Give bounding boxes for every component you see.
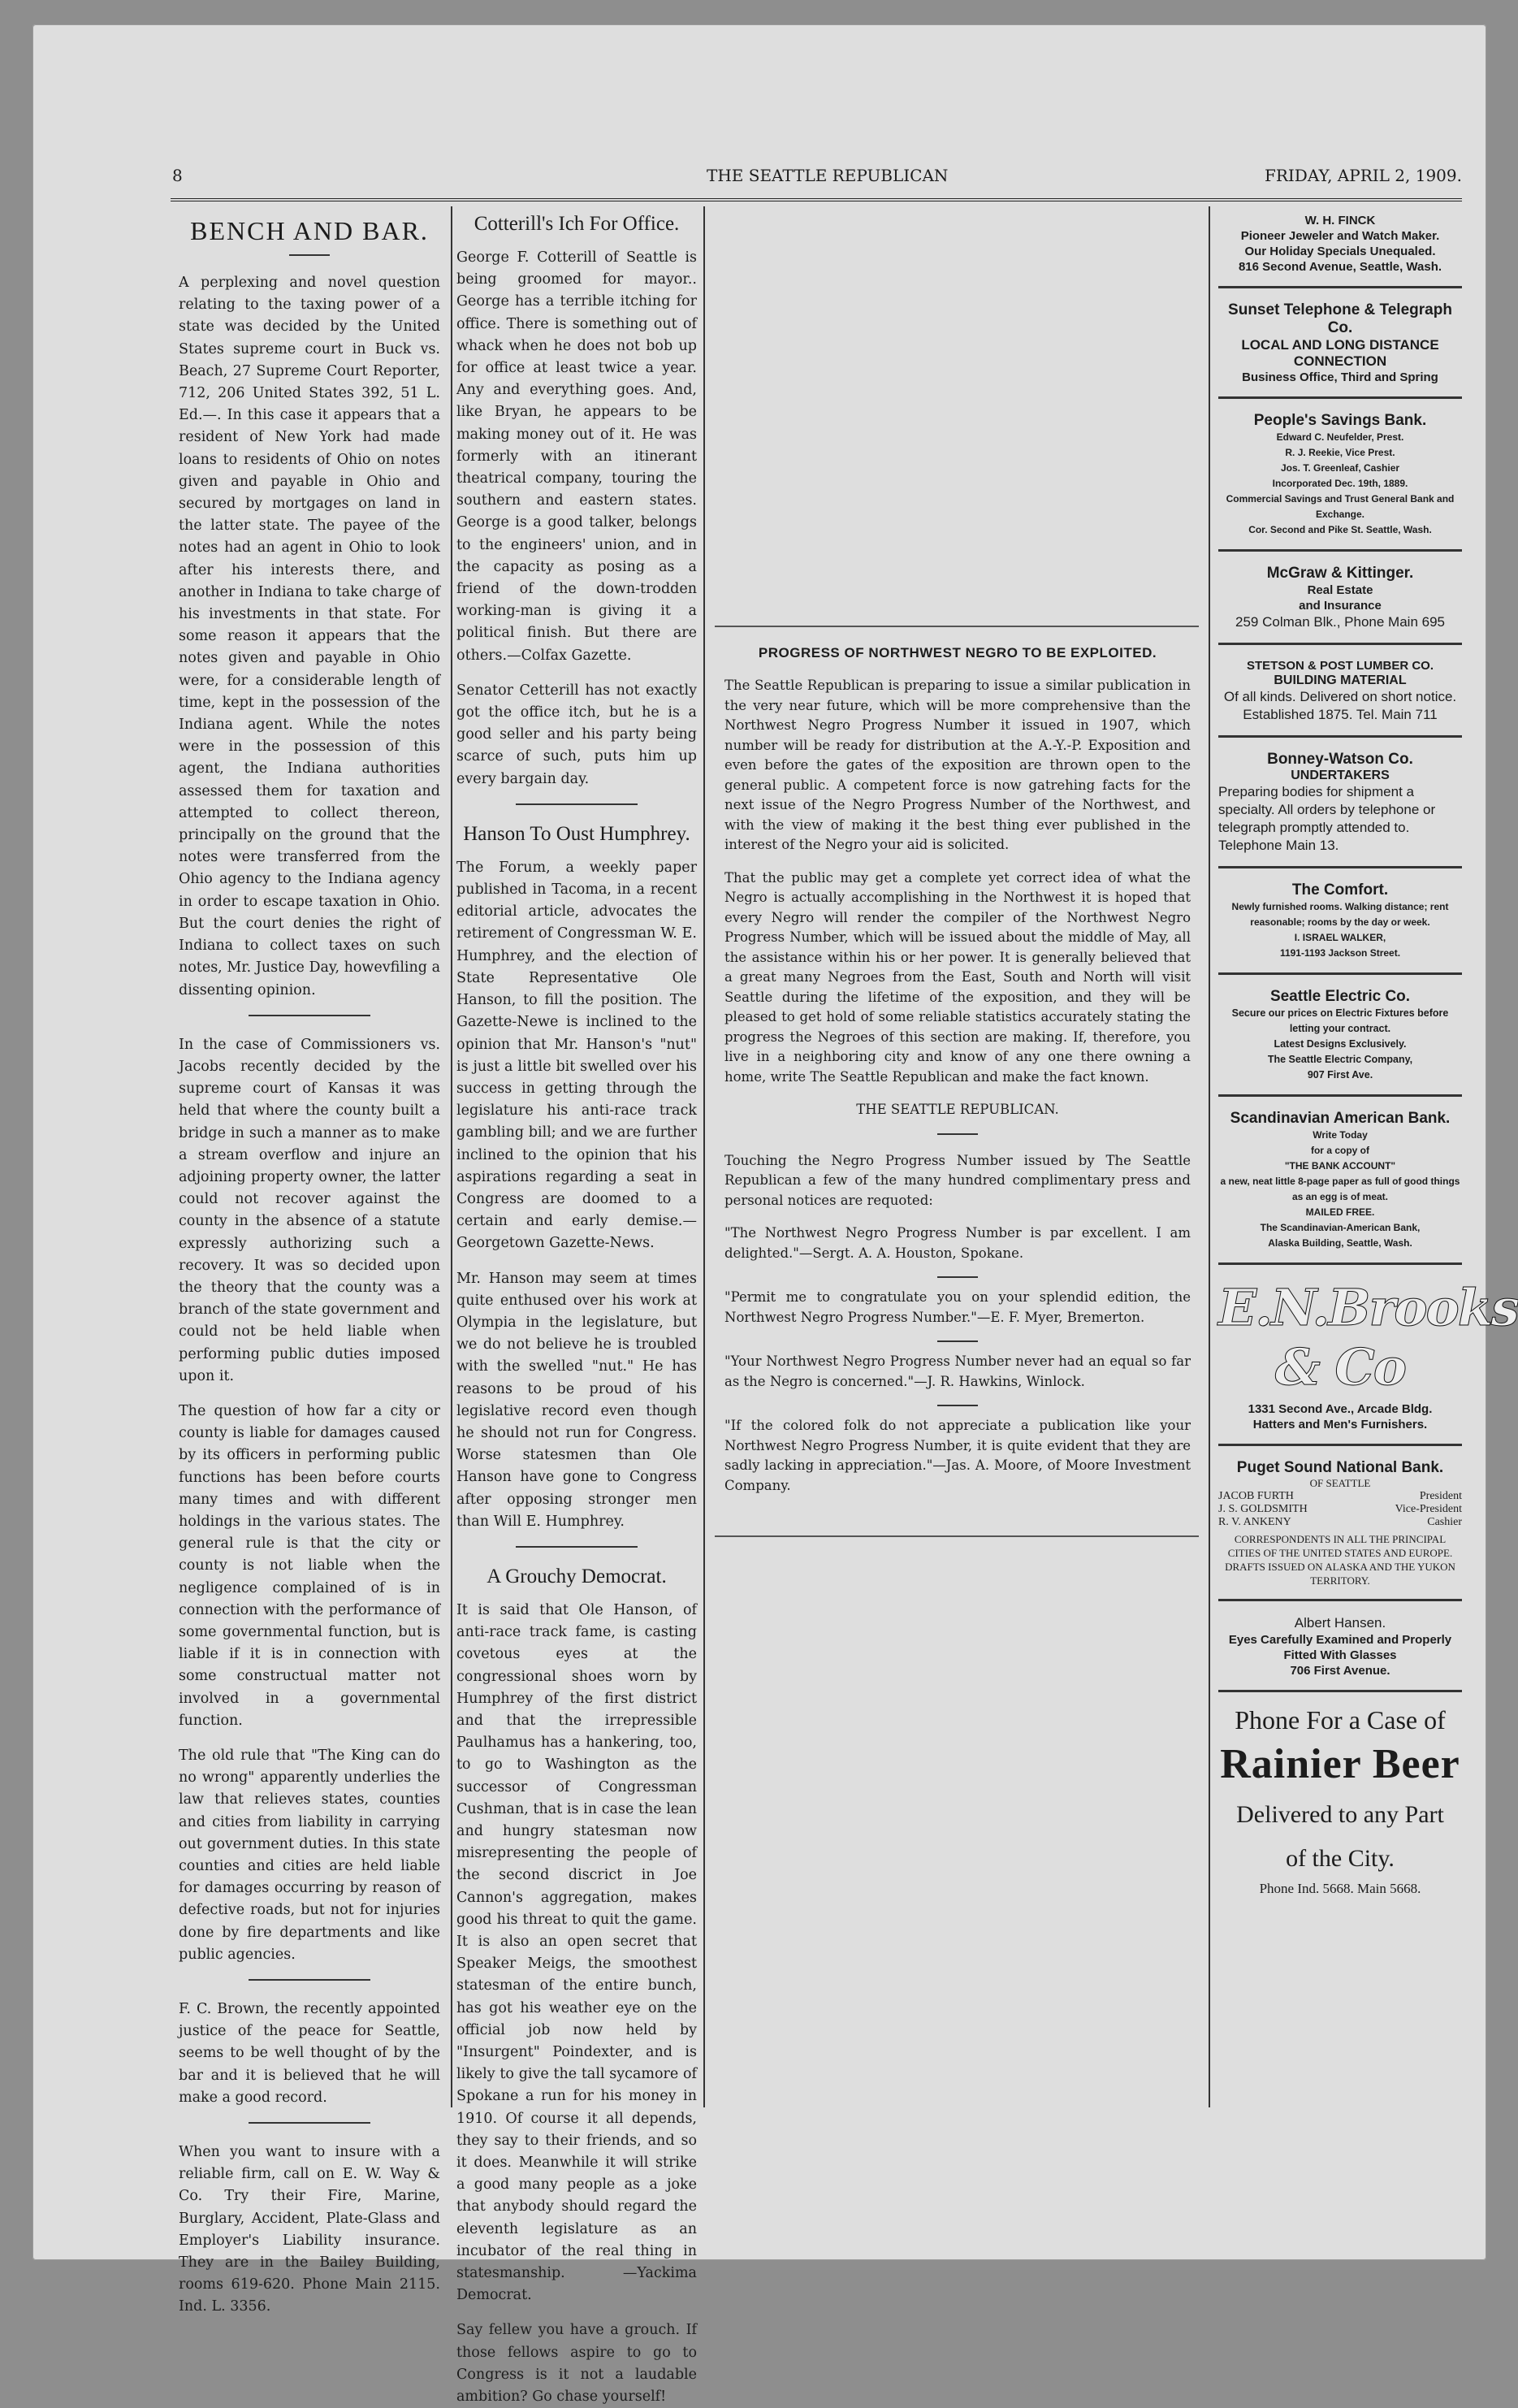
header-rule (171, 198, 1462, 201)
ad-line: Preparing bodies for shipment a specialty. All orders by telephone or telegraph promptly attended to. Telephone Main 13. (1218, 784, 1436, 853)
column-progress-number (724, 642, 1191, 1503)
ad-line: The Seattle Electric Company, (1267, 1054, 1413, 1065)
ad-stetson-post (1218, 658, 1462, 738)
quote: "If the colored folk do not appreciate a publication like your Northwest Negro Progress Number, it is quite evident that they are sadly lacking in appreciation."—Jas. A. Moore, of Moore Investment Company. (724, 1418, 1191, 1493)
officer-name: J. S. GOLDSMITH (1218, 1503, 1308, 1515)
ad-scandinavian-bank (1218, 1110, 1462, 1265)
newspaper-page (32, 24, 1518, 2406)
article-title: A Grouchy Democrat. (487, 1565, 667, 1587)
divider (937, 1133, 978, 1135)
ad-line: I. ISRAEL WALKER, (1294, 932, 1386, 943)
ad-line: Incorporated Dec. 19th, 1889. (1272, 478, 1408, 489)
ad-bonney-watson (1218, 751, 1462, 868)
issue-date: FRIDAY, APRIL 2, 1909. (1264, 166, 1462, 185)
article-paragraph: Say fellew you have a grouch. If those fellows aspire to go to Congress is it not a laudable ambition? Go chase yourself! (456, 2322, 697, 2406)
officer-name: R. V. ANKENY (1218, 1516, 1291, 1528)
page-header (171, 166, 1462, 198)
column-bench-and-bar (179, 213, 440, 2315)
section-rule (715, 626, 1199, 627)
ad-line: Cor. Second and Pike St. Seattle, Wash. (1248, 524, 1432, 535)
ad-puget-sound-bank (1218, 1459, 1462, 1601)
column-divider (451, 206, 452, 2107)
divider (289, 254, 330, 256)
ad-line: The Scandinavian-American Bank, (1260, 1222, 1421, 1233)
article-paragraph: Senator Cetterill has not exactly got the office itch, but he is a good seller and his party being scarce of such, puts him up every bargain day. (456, 682, 697, 787)
ad-line: Delivered to any Part (1236, 1801, 1444, 1828)
ad-line: Alaska Building, Seattle, Wash. (1268, 1237, 1412, 1249)
divider (516, 803, 638, 805)
ad-line: Pioneer Jeweler and Watch Maker. (1240, 229, 1440, 243)
ad-line: 1331 Second Ave., Arcade Bldg. (1248, 1402, 1433, 1416)
ad-line: for a copy of (1310, 1145, 1369, 1156)
ad-name: STETSON & POST LUMBER CO. (1246, 659, 1434, 673)
ad-name: The Comfort. (1291, 881, 1389, 899)
ad-line: and Insurance (1299, 599, 1382, 613)
divider (516, 1546, 638, 1548)
ad-name: McGraw & Kittinger. (1266, 565, 1414, 582)
quote: "Permit me to congratulate you on your splendid edition, the Northwest Negro Progress Number."—E. F. Myer, Bremerton. (724, 1289, 1191, 1325)
ad-line: Commercial Savings and Trust General Bank and Exchange. (1226, 493, 1455, 520)
ad-sunset-telephone (1218, 301, 1462, 399)
ad-seattle-electric (1218, 988, 1462, 1097)
ad-mcgraw-kittinger (1218, 565, 1462, 645)
ad-line: CORRESPONDENTS IN ALL THE PRINCIPAL CITIES OF THE UNITED STATES AND EUROPE. DRAFTS ISSUED ON ALASKA AND THE YUKON TERRITORY. (1225, 1533, 1455, 1587)
ad-line: 907 First Ave. (1307, 1069, 1373, 1081)
ad-line: Our Holiday Specials Unequaled. (1244, 245, 1436, 258)
column-divider (703, 206, 705, 2107)
paper-title: THE SEATTLE REPUBLICAN (707, 166, 949, 185)
divider (937, 1405, 978, 1406)
article-paragraph: It is said that Ole Hanson, of anti-race track fame, is casting covetous eyes at the congressional shoes worn by Humphrey of the first district and that the irrepressible Paulhamus has a hankering, too, to go to Washington as the successor of Congressman Cushman, that is in case the lean and hungry statesman now misrepresenting the people of the second discrict in Joe Cannon's aggregation, makes good his threat to quit the game. It is also an open secret that Speaker Meigs, the smoothest statesman of the entire bunch, has got his weather eye on the official job now held by "Insurgent" Poindexter, and is likely to give the tall sycamore of Spokane a run for his money in 1910. Of course it all depends, they say to their friends, and so it does. Meanwhile it will strike a good many people as a joke that anybody should regard the eleventh legislature as an incubator of the real thing in statesmanship. —Yackima Democrat. (456, 1601, 697, 2304)
ad-name: W. H. FINCK (1304, 214, 1376, 227)
article-paragraph: The question of how far a city or county is liable for damages caused by its officers in performing public functions has been before courts many times and with different holdings in the various states. The general rule is that the city or county is not liable when the negligence complained of is in connection with the performance of some governmental function, but is liable if it is in connection with some constructual matter not involved in a governmental function. (179, 1402, 440, 1729)
article-paragraph: That the public may get a complete yet correct idea of what the Negro is actually accomplishing in the Northwest it is hoped that every Negro will render the compiler of the Northwest Negro Progress Number, which will be issued about the middle of May, all the assistance within his or her power. It is generally believed that a great many Negroes from the East, South and North will visit Seattle during the lifetime of the exposition, and they will be pleased to get hold of some reliable statistics accurately stating the progress the Negroes of this section are making. If, therefore, you live in a neighboring city and know of any one there owning a home, write The Seattle Republican and make the fact known. (724, 869, 1191, 1085)
divider (249, 1979, 370, 1981)
article-paragraph: The Seattle Republican is preparing to issue a similar publication in the very near future, which will be more comprehensive than the Northwest Negro Progress Number it issued in 1907, which number will be ready for distribution at the A.-Y.-P. Exposition and even before the gates of the exposition are thrown open to the general public. A competent force is now gatrehing facts for the next issue of the Negro Progress Number of the Northwest, and with the view of making it the best thing ever published in the interest of the Negro your aid is solicited. (724, 678, 1191, 852)
ad-line: 1191-1193 Jackson Street. (1279, 947, 1401, 959)
divider (249, 2122, 370, 2124)
article-paragraph: When you want to insure with a reliable firm, call on E. W. Way & Co. Try their Fire, Marine, Burglary, Accident, Plate-Glass and Employer's Liability insurance. They are in the Bailey Building, rooms 619-620. Phone Main 2115. Ind. L. 3356. (179, 2144, 440, 2315)
ad-line: Newly furnished rooms. Walking distance; rent reasonable; rooms by the day or week. (1231, 901, 1449, 928)
column-politics (456, 213, 697, 2406)
ad-line: Jos. T. Greenleaf, Cashier (1280, 462, 1400, 474)
ad-name: Puget Sound National Bank. (1236, 1459, 1444, 1476)
divider (937, 1340, 978, 1342)
quote: "Your Northwest Negro Progress Number never had an equal so far as the Negro is concerned."—J. R. Hawkins, Winlock. (724, 1353, 1191, 1389)
page-content (171, 162, 1518, 2406)
ad-line: Latest Designs Exclusively. (1274, 1038, 1407, 1050)
ad-line: Write Today (1313, 1129, 1368, 1141)
ad-line: Secure our prices on Electric Fixtures before letting your contract. (1231, 1007, 1449, 1034)
ad-name: Rainier Beer (1220, 1741, 1460, 1787)
ad-rainier-beer (1218, 1705, 1462, 1897)
article-paragraph: In the case of Commissioners vs. Jacobs recently decided by the supreme court of Kansas it was held that where the county built a bridge in such a manner as to make a stream overflow and injure an adjoining property owner, the latter could not recover against the county in the absence of a statute expressly authorizing such a recovery. It was so decided upon the theory that the county was a branch of the state government and could not be held liable when performing public duties imposed upon it. (179, 1036, 440, 1384)
ad-line: Phone Ind. 5668. Main 5668. (1259, 1881, 1421, 1896)
officer-row (1218, 1503, 1462, 1516)
ad-line: LOCAL AND LONG DISTANCE CONNECTION (1241, 337, 1439, 369)
article-title: Hanson To Oust Humphrey. (463, 822, 690, 845)
ad-line: Real Estate (1307, 583, 1373, 597)
ad-line: Phone For a Case of (1235, 1705, 1446, 1735)
ad-name: Albert Hansen. (1294, 1615, 1386, 1631)
section-rule (715, 1535, 1199, 1537)
ad-name: Seattle Electric Co. (1269, 988, 1411, 1005)
ad-line: a new, neat little 8-page paper as full of good things as an egg is of meat. (1220, 1176, 1460, 1202)
ad-name: Scandinavian American Bank. (1230, 1110, 1451, 1127)
ad-line: Business Office, Third and Spring (1242, 370, 1438, 384)
column-divider (1209, 206, 1210, 2107)
ad-brooks-co (1218, 1278, 1518, 1446)
ad-line: 816 Second Avenue, Seattle, Wash. (1238, 260, 1442, 274)
ad-the-comfort (1218, 881, 1462, 975)
ad-line: Edward C. Neufelder, Prest. (1276, 431, 1404, 443)
ad-finck (1218, 213, 1462, 288)
ad-line: Hatters and Men's Furnishers. (1252, 1418, 1428, 1431)
article-paragraph: The old rule that "The King can do no wrong" apparently underlies the law that relieves states, counties and cities from liability in carrying out government duties. In this state counties and cities are held liable for damages occurring by reason of defective roads, but not for injuries done by fire departments and like public agencies. (179, 1748, 440, 1963)
officer-name: JACOB FURTH (1218, 1490, 1294, 1502)
page-number: 8 (172, 166, 183, 185)
article-paragraph: Touching the Negro Progress Number issued by The Seattle Republican a few of the many hundred complimentary press and personal notices are requoted: (724, 1152, 1191, 1208)
ad-peoples-savings-bank (1218, 412, 1462, 552)
ad-line: BUILDING MATERIAL (1274, 673, 1407, 687)
article-paragraph: F. C. Brown, the recently appointed justice of the peace for Seattle, seems to be well thought of by the bar and it is believed that he will make a good record. (179, 2001, 440, 2106)
ad-line: MAILED FREE. (1305, 1206, 1375, 1218)
ad-line: "THE BANK ACCOUNT" (1284, 1160, 1396, 1172)
divider (249, 1015, 370, 1016)
article-title: PROGRESS OF NORTHWEST NEGRO TO BE EXPLOITED. (758, 645, 1157, 660)
brooks-logo: E.N.Brooks & Co (1218, 1278, 1518, 1397)
officer-title: President (1419, 1490, 1462, 1502)
officer-row (1218, 1490, 1462, 1503)
signature: THE SEATTLE REPUBLICAN. (856, 1102, 1059, 1117)
article-paragraph: Mr. Hanson may seem at times quite enthused over his work at Olympia in the legislature, but we do not believe he is troubled with the swelled "nut." He has reasons to be proud of his legislative record even though he should not run for Congress. Worse statesmen than Ole Hanson have gone to Congress after opposing stronger men than Will E. Humphrey. (456, 1270, 697, 1530)
ad-line: UNDERTAKERS (1291, 769, 1390, 782)
officer-title: Vice-President (1395, 1503, 1462, 1515)
column-advertisements (1218, 213, 1518, 2146)
ad-line: R. J. Reekie, Vice Prest. (1285, 447, 1395, 458)
ad-line: 706 First Avenue. (1290, 1664, 1390, 1678)
article-title: BENCH AND BAR. (190, 216, 429, 245)
ad-line: Established 1875. Tel. Main 711 (1243, 707, 1438, 722)
officer-title: Cashier (1427, 1516, 1462, 1528)
ad-line: Of all kinds. Delivered on short notice. (1223, 689, 1457, 704)
article-title: Cotterill's Ich For Office. (474, 213, 680, 235)
officer-row (1218, 1516, 1462, 1529)
ad-line: Eyes Carefully Examined and Properly Fitted With Glasses (1228, 1633, 1452, 1662)
ad-line: 259 Colman Blk., Phone Main 695 (1235, 614, 1445, 630)
ad-name: Bonney-Watson Co. (1267, 751, 1413, 768)
article-paragraph: George F. Cotterill of Seattle is being groomed for mayor.. George has a terrible itching for office. There is something out of whack when he does not bob up for office at least twice a year. Any and everything goes. And, like Bryan, he appears to be making money out of it. He was formerly with an itinerant theatrical company, touring the southern and eastern states. George is a good talker, belongs to the engineers' union, and in the capacity as posing as a friend of the down-trodden working-man is giving it a political finish. But there are others.—Colfax Gazette. (456, 249, 697, 664)
ad-line: of the City. (1286, 1845, 1395, 1872)
ad-name: Sunset Telephone & Telegraph Co. (1228, 301, 1452, 336)
ad-line: OF SEATTLE (1309, 1477, 1371, 1489)
divider (937, 1276, 978, 1278)
article-paragraph: A perplexing and novel question relating to the taxing power of a state was decided by the United States supreme court in Buck vs. Beach, 27 Supreme Court Reporter, 712, 206 United States 392, 51 L. Ed.—. In this case it appears that a resident of New York had made loans to residents of Ohio on notes given and payable in Ohio and secured by mortgages on land in the latter state. The payee of the notes had an agent in Ohio to look after his interests there, and another in Indiana to take charge of his investments in that state. For some reason it appears that the notes given and payable in Ohio were, for a considerable length of time, kept in the possession of the Indiana agent. While the notes were in the possession of this agent, the Indiana authorities assessed them for taxation and attempted to collect thereon, principally on the ground that the notes were transferred from the Ohio agency to the Indiana agency in order to escape taxation in Ohio. But the court denies the right of Indiana to collect taxes on such notes, Mr. Justice Day, howevfiling a dissenting opinion. (179, 275, 440, 998)
article-paragraph: The Forum, a weekly paper published in Tacoma, in a recent editorial article, advocates the retirement of Congressman W. E. Humphrey, and the election of State Representative Ole Hanson, to fill the position. The Gazette-Newe is inclined to the opinion that Mr. Hanson's "nut" is just a little bit swelled over his success in getting through the legislature his anti-race track gambling bill; and we are further inclined to the opinion that his aspirations regarding a seat in Congress are doomed to a certain and early demise.—Georgetown Gazette-News. (456, 859, 697, 1252)
quote: "The Northwest Negro Progress Number is par excellent. I am delighted."—Sergt. A. A. Houston, Spokane. (724, 1225, 1191, 1261)
ad-name: People's Savings Bank. (1253, 412, 1427, 429)
ad-albert-hansen (1218, 1614, 1462, 1692)
